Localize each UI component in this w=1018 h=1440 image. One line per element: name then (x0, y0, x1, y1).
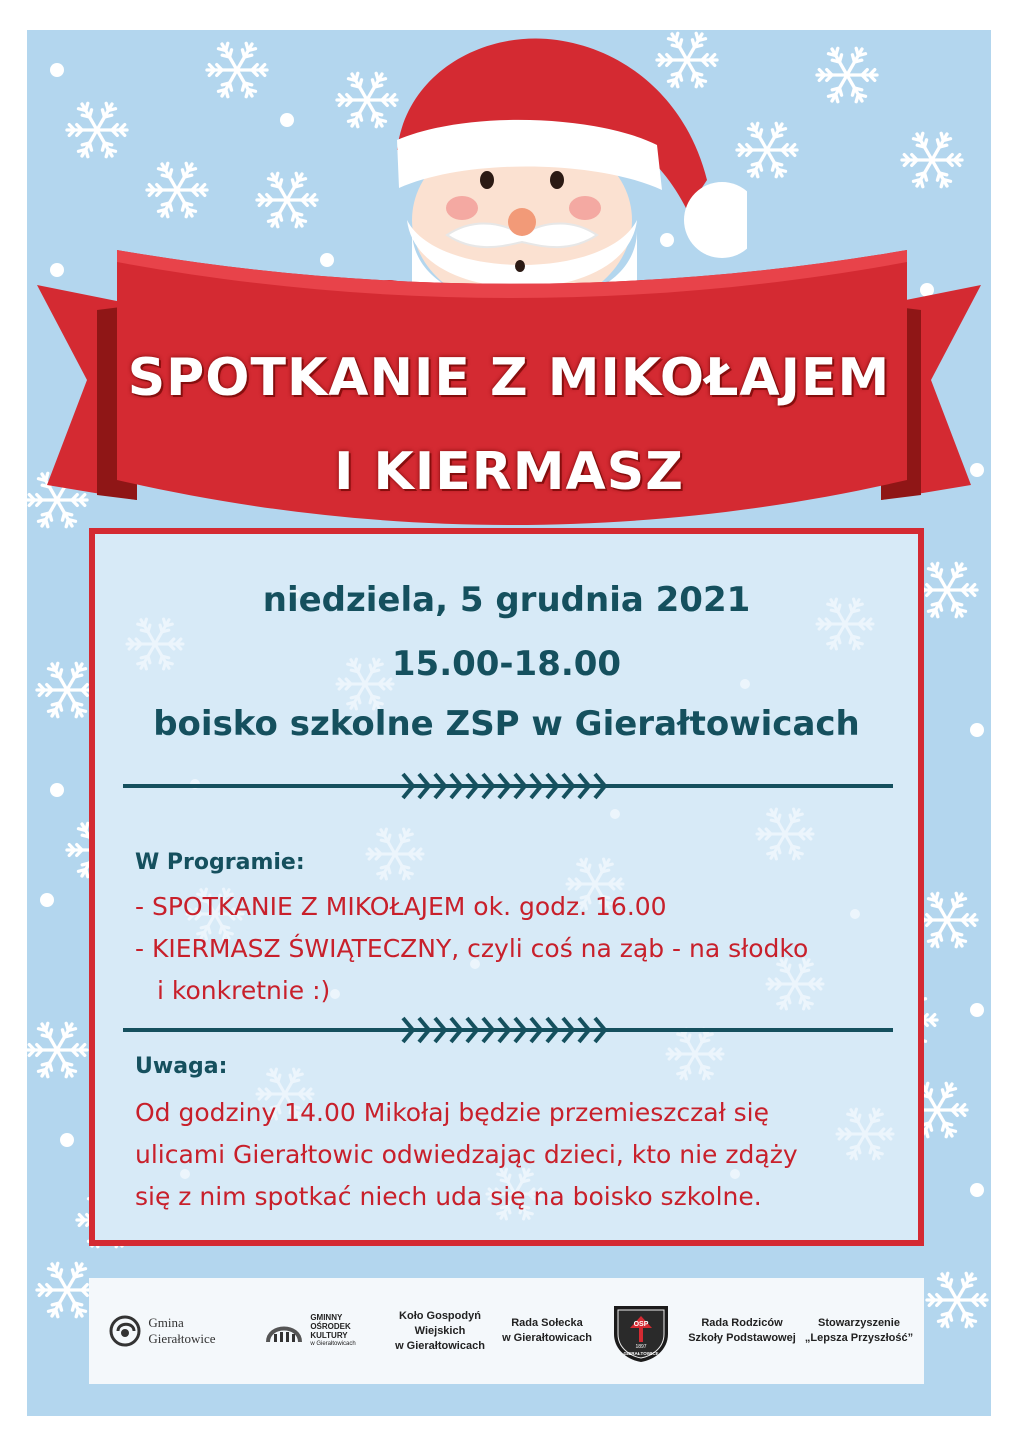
snowflake-icon (367, 829, 423, 879)
snow-dot (970, 1183, 984, 1197)
sponsors-strip (89, 1278, 924, 1384)
snowflake-icon (917, 563, 977, 616)
snowflake-icon (837, 1109, 893, 1159)
snowflake-icon (207, 43, 267, 96)
snow-dot (60, 1133, 74, 1147)
gmina-name-line1: Gmina (148, 1315, 184, 1330)
fir-branch-divider-icon (123, 766, 893, 806)
snowflake-icon (67, 103, 127, 156)
snowflake-icon (27, 1023, 87, 1076)
gok-line4: w Gierałtowicach (310, 1341, 356, 1347)
snowflake-icon (37, 663, 97, 716)
event-date: niedziela, 5 grudnia 2021 (262, 580, 751, 620)
note-label: Uwaga: (135, 1054, 228, 1079)
sponsor-stowarzyszenie (801, 1278, 917, 1384)
snowflake-icon (927, 1273, 987, 1326)
poster-title-line2: I KIERMASZ (334, 442, 684, 502)
sponsor-kolo (385, 1278, 495, 1384)
program-item-fair-continued: i konkretnie :) (157, 976, 331, 1005)
kolo-line3: w Gierałtowicach (395, 1339, 485, 1352)
rada-rodzicow-line2: Szkoły Podstawowej (688, 1332, 796, 1344)
osp-badge-label: OSP (633, 1321, 649, 1328)
snowflake-icon (37, 1263, 97, 1316)
rada-solecka-line2: w Gierałtowicach (502, 1332, 592, 1344)
sponsor-osp (603, 1278, 679, 1384)
osp-badge-icon (608, 1298, 674, 1364)
snow-dot (970, 1003, 984, 1017)
snow-dot (970, 723, 984, 737)
sponsor-rada-solecka (497, 1278, 597, 1384)
sponsor-gok (239, 1278, 379, 1384)
snowflake-icon (147, 163, 207, 216)
sponsor-gmina (97, 1278, 227, 1384)
snow-dot (730, 1169, 740, 1179)
snow-dot (180, 1169, 190, 1179)
gok-logo-icon (262, 1316, 306, 1346)
rada-rodzicow-line1: Rada Rodziców (701, 1317, 783, 1329)
snowflake-pattern (95, 534, 918, 1240)
snowflake-icon (917, 893, 977, 946)
snowflake-icon (767, 959, 823, 1009)
snowflake-icon (757, 809, 813, 859)
note-line-3: się z nim spotkać niech uda się na boisko szkolne. (135, 1182, 762, 1211)
snow-dot (610, 809, 620, 819)
snow-dot (50, 783, 64, 797)
poster (27, 30, 991, 1416)
gmina-name-line2: Gierałtowice (148, 1331, 216, 1346)
event-place: boisko szkolne ZSP w Gierałtowicach (153, 704, 860, 744)
gok-line3: KULTURY (310, 1331, 348, 1340)
snow-dot (280, 113, 294, 127)
gok-line1: GMINNY (310, 1313, 343, 1322)
program-label: W Programie: (135, 850, 305, 875)
snowflake-icon (902, 133, 962, 186)
snow-dot (850, 909, 860, 919)
snowflake-icon (817, 48, 877, 101)
gmina-logo-icon (108, 1314, 142, 1348)
snowflake-icon (257, 173, 317, 226)
kolo-line1: Koło Gospodyń (399, 1309, 481, 1322)
event-time: 15.00-18.00 (391, 644, 622, 684)
osp-badge-town: GIERAŁTOWICE (623, 1351, 659, 1356)
stowarzyszenie-line1: Stowarzyszenie (818, 1317, 900, 1329)
kolo-line2: Wiejskich (414, 1324, 466, 1337)
sponsor-rada-rodzicow (687, 1278, 797, 1384)
stowarzyszenie-line2: „Lepsza Przyszłość” (804, 1332, 914, 1344)
snow-dot (50, 63, 64, 77)
program-item-fair: - KIERMASZ ŚWIĄTECZNY, czyli coś na ząb - na słodko (135, 934, 809, 963)
gok-line2: OŚRODEK (310, 1322, 351, 1331)
snow-dot (40, 893, 54, 907)
note-line-1: Od godziny 14.00 Mikołaj będzie przemieszczał się (135, 1098, 769, 1127)
rada-solecka-line1: Rada Sołecka (511, 1317, 583, 1329)
snow-dot (330, 989, 340, 999)
note-line-2: ulicami Gierałtowic odwiedzając dzieci, kto nie zdąży (135, 1140, 798, 1169)
osp-badge-year: 1897 (635, 1344, 647, 1350)
fir-branch-divider-icon (123, 1010, 893, 1050)
info-box (89, 528, 924, 1246)
program-item-santa: - SPOTKANIE Z MIKOŁAJEM ok. godz. 16.00 (135, 892, 667, 921)
poster-title-line1: SPOTKANIE Z MIKOŁAJEM (127, 348, 891, 408)
